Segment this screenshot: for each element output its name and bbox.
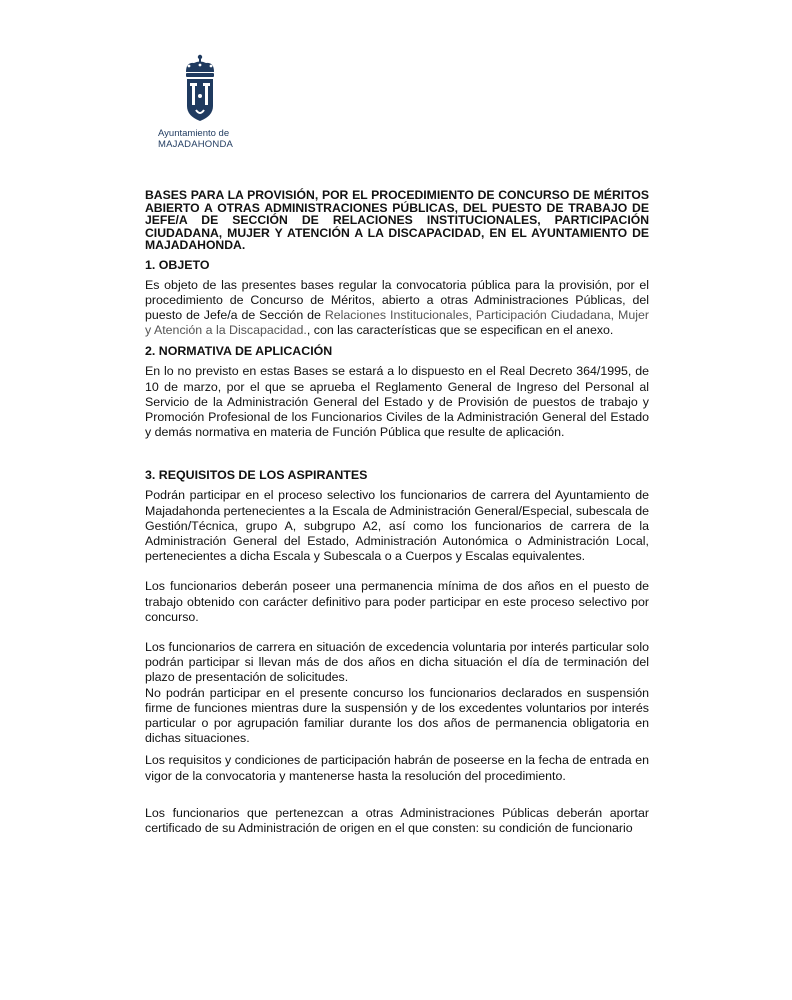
document-body bbox=[145, 189, 649, 836]
section-2-heading: 2. NORMATIVA DE APLICACIÓN bbox=[145, 344, 333, 359]
municipal-logo bbox=[150, 54, 250, 150]
section-3-paragraph-1: Podrán participar en el proceso selectivo los funcionarios de carrera del Ayuntamiento de Majadahonda pertenecientes a la Escala de Administración General/Especial, subescala de Gestión/Técnica, grupo A, subgrupo A2, así como los funcionarios de carrera de la Administración General del Estado, Administración Autonómica o Administración Local, pertenecientes a dicha Escala y Subescala o a Cuerpos y Escalas equivalentes. bbox=[145, 488, 649, 564]
section-3-paragraph-6: Los funcionarios que pertenezcan a otras Administraciones Públicas deberán aportar certificado de su Administración de origen en el que consten: su condición de funcionario bbox=[145, 805, 649, 835]
section-3-heading: 3. REQUISITOS DE LOS ASPIRANTES bbox=[145, 468, 368, 483]
logo-line-majadahonda: MAJADAHONDA bbox=[158, 139, 234, 150]
section-1-heading: 1. OBJETO bbox=[145, 257, 210, 272]
section-3-paragraph-2: Los funcionarios deberán poseer una permanencia mínima de dos años en el puesto de trabajo obtenido con carácter definitivo para poder participar en este proceso selectivo por concurso. bbox=[145, 579, 649, 624]
section-3-paragraph-5: Los requisitos y condiciones de participación habrán de poseerse en la fecha de entrada en vigor de la convocatoria y mantenerse hasta la resolución del procedimiento. bbox=[145, 753, 649, 783]
section-1-post-name: Relaciones Institucionales, Participación Ciudadana, Mujer y Atención a la Discapacidad. bbox=[145, 307, 649, 338]
document-title: BASES PARA LA PROVISIÓN, POR EL PROCEDIMIENTO DE CONCURSO DE MÉRITOS ABIERTO A OTRAS ADMINISTRACIONES PÚBLICAS, DEL PUESTO DE TRABAJO DE JEFE/A DE SECCIÓN DE RELACIONES INSTITUCIONALES, PARTICIPACIÓN CIUDADANA, MUJER Y ATENCIÓN A LA DISCAPACIDAD, EN EL AYUNTAMIENTO DE MAJADAHONDA. bbox=[145, 188, 649, 252]
section-1-text-a: Es objeto de las presentes bases regular la convocatoria pública para la provisión, por el procedimiento de Concurso de Méritos, abierto a otras Administraciones Públicas, del puesto de Jefe/a de Sección de bbox=[145, 277, 649, 322]
section-1-text-c: , con las características que se especifican en el anexo. bbox=[306, 323, 614, 338]
section-2-paragraph: En lo no previsto en estas Bases se estará a lo dispuesto en el Real Decreto 364/1995, de 10 de marzo, por el que se aprueba el Reglamento General de Ingreso del Personal al Servicio de la Administración General del Estado y de Provisión de puestos de trabajo y Promoción Profesional de los Funcionarios Civiles de la Administración General del Estado y demás normativa en materia de Función Pública que resulte de aplicación. bbox=[145, 364, 649, 440]
section-3-paragraph-3: Los funcionarios de carrera en situación de excedencia voluntaria por interés particular solo podrán participar si llevan más de dos años en dicha situación el día de terminación del plazo de presentación de solicitudes. bbox=[145, 639, 649, 685]
section-3-paragraph-4: No podrán participar en el presente concurso los funcionarios declarados en suspensión firme de funciones mientras dure la suspensión y de los excedentes voluntarios por interés particular o por agrupación familiar durante los dos años de permanencia obligatoria en dichas situaciones. bbox=[145, 685, 649, 746]
section-1-paragraph bbox=[145, 278, 649, 339]
logo-line-ayuntamiento: Ayuntamiento de bbox=[158, 128, 230, 139]
majadahonda-crest-icon bbox=[180, 54, 220, 124]
